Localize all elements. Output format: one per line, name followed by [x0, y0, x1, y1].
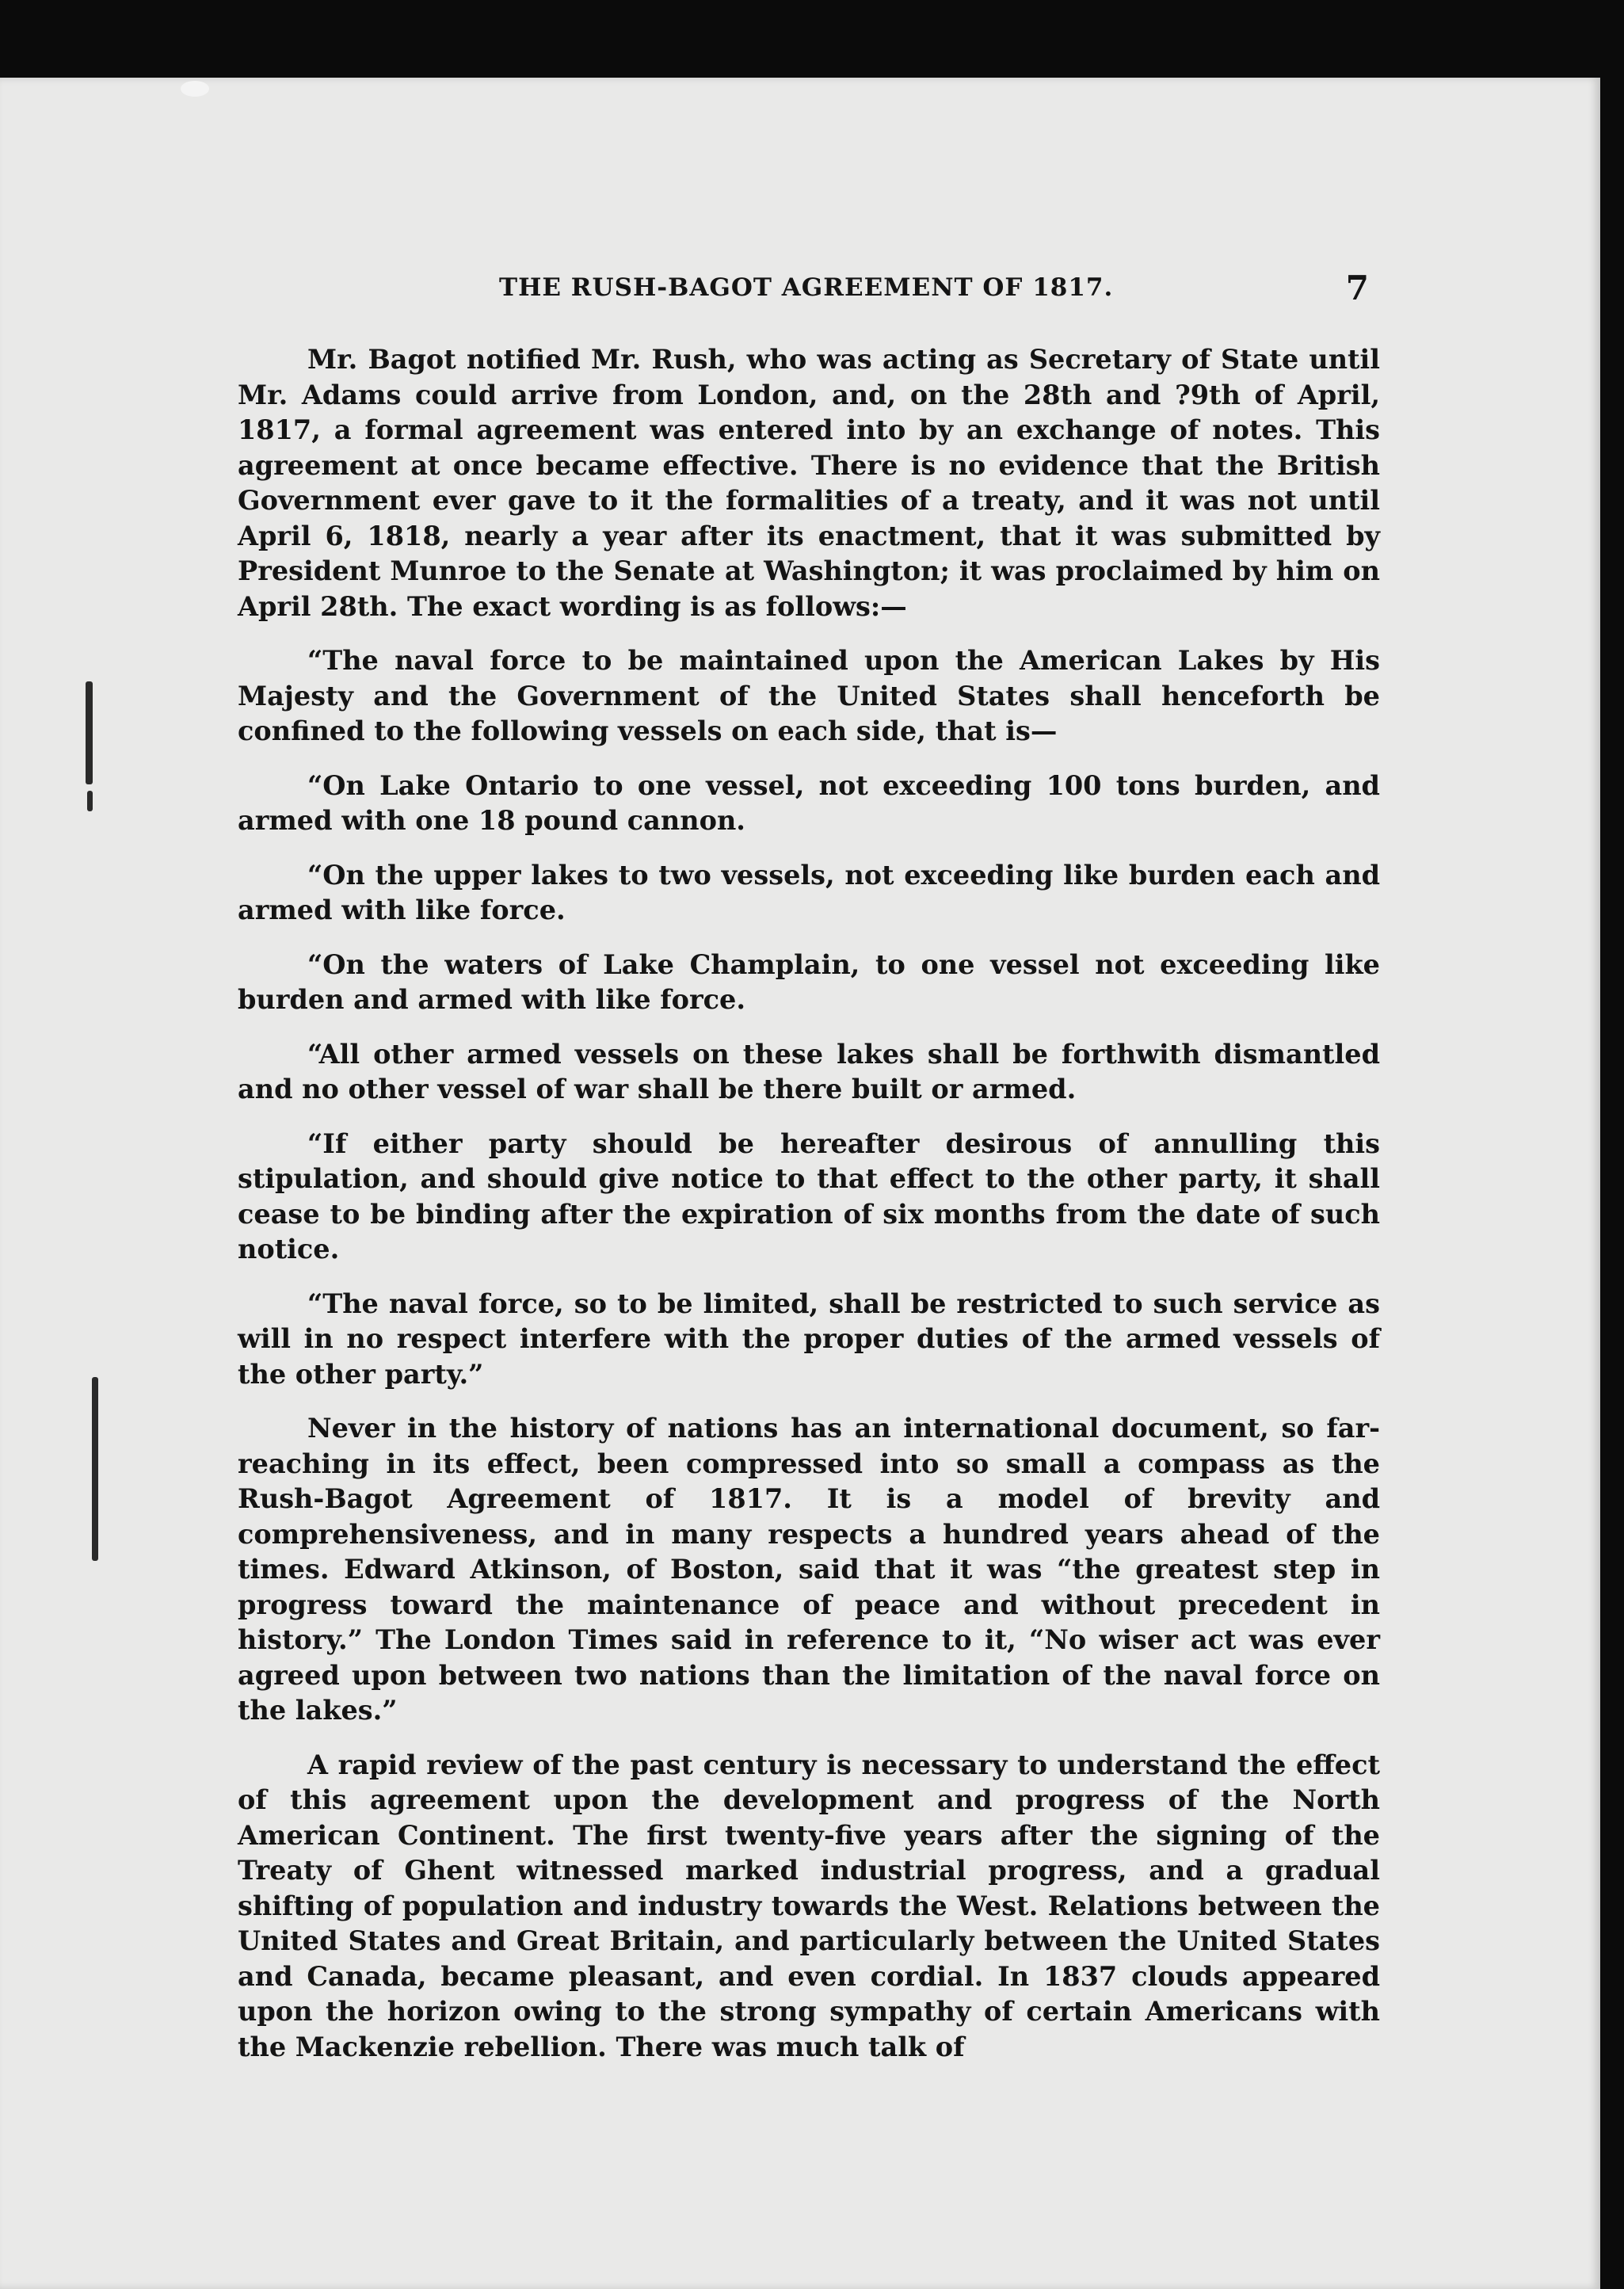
- paragraph: “On Lake Ontario to one vessel, not exceeding 100 tons burden, and armed with one 18 pound cannon.: [238, 769, 1380, 836]
- page-number: 7: [1345, 269, 1369, 307]
- paragraph: “On the waters of Lake Champlain, to one vessel not exceeding like burden and armed with like force.: [238, 948, 1380, 1015]
- running-title: THE RUSH-BAGOT AGREEMENT OF 1817.: [499, 273, 1114, 302]
- paragraph: Mr. Bagot notified Mr. Rush, who was acting as Secretary of State until Mr. Adams could arrive from London, and, on the 28th and ?9th of April, 1817, a formal agreement was entered into by an exchange of notes. This agreement at once became effective. There is no evidence that the British Government ever gave to it the formalities of a treaty, and it was not until April 6, 1818, nearly a year after its enactment, that it was submitted by President Munroe to the Senate at Washington; it was proclaimed by him on April 28th. The exact wording is as follows:—: [238, 344, 1380, 622]
- paragraph: “All other armed vessels on these lakes shall be forthwith dismantled and no other vessel of war shall be there built or armed.: [238, 1038, 1380, 1104]
- paragraph: “The naval force to be maintained upon the American Lakes by His Majesty and the Government of the United States shall henceforth be confined to the following vessels on each side, that is—: [238, 645, 1380, 746]
- paragraph: A rapid review of the past century is necessary to understand the effect of this agreement upon the development and progress of the North American Continent. The first twenty-five years after the signing of the Treaty of Ghent witnessed marked industrial progress, and a gradual shifting of population and industry towards the West. Relations between the United States and Great Britain, and particularly between the United States and Canada, became pleasant, and even cordial. In 1837 clouds appeared upon the horizon owing to the strong sympathy of certain Americans with the Mackenzie rebellion. There was much talk of: [238, 1749, 1380, 2062]
- paragraph: “The naval force, so to be limited, shall be restricted to such service as will in no respect interfere with the proper duties of the armed vessels of the other party.”: [238, 1288, 1380, 1390]
- running-head: [238, 269, 1380, 313]
- binding-mark-lower: [92, 1377, 98, 1561]
- binding-mark-upper: [86, 681, 93, 784]
- page-speck: [181, 81, 209, 97]
- paragraph: “On the upper lakes to two vessels, not exceeding like burden each and armed with like force.: [238, 859, 1380, 925]
- body-text: [238, 342, 1380, 2084]
- paragraph: “If either party should be hereafter desirous of annulling this stipulation, and should give notice to that effect to the other party, it shall cease to be binding after the expiration of six months from the date of such notice.: [238, 1127, 1380, 1265]
- paragraph: Never in the history of nations has an international document, so far-reaching in its effect, been compressed into so small a compass as the Rush-Bagot Agreement of 1817. It is a model of brevity and comprehensiveness, and in many respects a hundred years ahead of the times. Edward Atkinson, of Boston, said that it was “the greatest step in progress toward the maintenance of peace and without precedent in history.” The London Times said in reference to it, “No wiser act was ever agreed upon between two nations than the limitation of the naval force on the lakes.”: [238, 1413, 1380, 1726]
- binding-mark-upper-tail: [87, 791, 93, 811]
